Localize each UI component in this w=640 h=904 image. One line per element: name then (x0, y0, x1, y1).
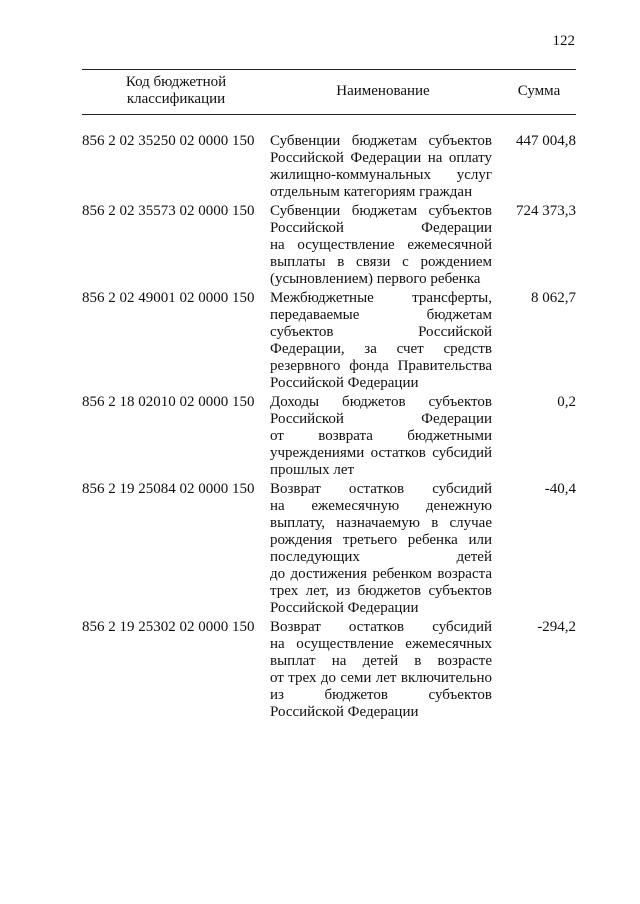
name-cell (270, 133, 492, 201)
sum-cell: 8 062,7 (531, 290, 576, 306)
table-body (82, 133, 576, 723)
name-line: до достижения ребенком возраста (270, 566, 492, 582)
name-line: Возврат остатков субсидий (270, 619, 492, 635)
code-cell: 856 2 19 25302 02 0000 150 (82, 619, 255, 635)
name-line: выплату, назначаемую в случае (270, 515, 492, 531)
name-cell (270, 203, 492, 288)
code-cell: 856 2 19 25084 02 0000 150 (82, 481, 255, 497)
name-line: Российской Федерации на оплату (270, 150, 492, 166)
name-line: Субвенции бюджетам субъектов (270, 133, 492, 149)
name-line: на осуществление ежемесячной (270, 237, 492, 253)
sum-cell: -294,2 (537, 619, 576, 635)
sum-cell: 0,2 (557, 394, 576, 410)
header-name: Наименование (336, 83, 430, 99)
name-line: Межбюджетные трансферты, (270, 290, 492, 306)
header-code: Код бюджетной классификации (125, 74, 227, 107)
name-line: на осуществление ежемесячных (270, 636, 492, 652)
name-line: отдельным категориям граждан (270, 184, 473, 200)
name-line: Доходы бюджетов субъектов (270, 394, 492, 410)
name-cell (270, 394, 492, 479)
name-line: выплаты в связи с рождением (270, 254, 492, 270)
name-line: Российской Федерации (270, 600, 419, 616)
name-line: передаваемые бюджетам (270, 307, 492, 323)
name-line: Российской Федерации (270, 220, 492, 236)
name-line: трех лет, из бюджетов субъектов (270, 583, 492, 599)
name-line: Возврат остатков субсидий (270, 481, 492, 497)
name-line: Российской Федерации (270, 704, 419, 720)
page-number: 122 (552, 33, 575, 49)
name-line: жилищно-коммунальных услуг (270, 167, 492, 183)
name-line: резервного фонда Правительства (270, 358, 492, 374)
table-row (82, 619, 576, 721)
table-row (82, 481, 576, 617)
name-line: Российской Федерации (270, 375, 419, 391)
sum-cell: 447 004,8 (516, 133, 576, 149)
name-line: прошлых лет (270, 462, 355, 478)
name-line: на ежемесячную денежную (270, 498, 492, 514)
header-sum: Сумма (517, 83, 561, 99)
sum-cell: 724 373,3 (516, 203, 576, 219)
name-line: учреждениями остатков субсидий (270, 445, 492, 461)
table-row (82, 394, 576, 479)
code-cell: 856 2 02 49001 02 0000 150 (82, 290, 255, 306)
table-row (82, 203, 576, 288)
name-line: из бюджетов субъектов (270, 687, 492, 703)
sum-cell: -40,4 (544, 481, 576, 497)
name-line: Российской Федерации (270, 411, 492, 427)
table-row (82, 133, 576, 201)
name-line: последующих детей (270, 549, 492, 565)
code-cell: 856 2 02 35573 02 0000 150 (82, 203, 255, 219)
table-header (82, 69, 576, 115)
name-line: Субвенции бюджетам субъектов (270, 203, 492, 219)
code-cell: 856 2 02 35250 02 0000 150 (82, 133, 255, 149)
name-line: субъектов Российской (270, 324, 492, 340)
name-line: (усыновлением) первого ребенка (270, 271, 481, 287)
name-cell (270, 481, 492, 617)
name-line: от трех до семи лет включительно (270, 670, 492, 686)
name-line: выплат на детей в возрасте (270, 653, 492, 669)
name-cell (270, 619, 492, 721)
name-line: рождения третьего ребенка или (270, 532, 492, 548)
table-row (82, 290, 576, 392)
name-line: от возврата бюджетными (270, 428, 492, 444)
code-cell: 856 2 18 02010 02 0000 150 (82, 394, 255, 410)
name-line: Федерации, за счет средств (270, 341, 492, 357)
name-cell (270, 290, 492, 392)
